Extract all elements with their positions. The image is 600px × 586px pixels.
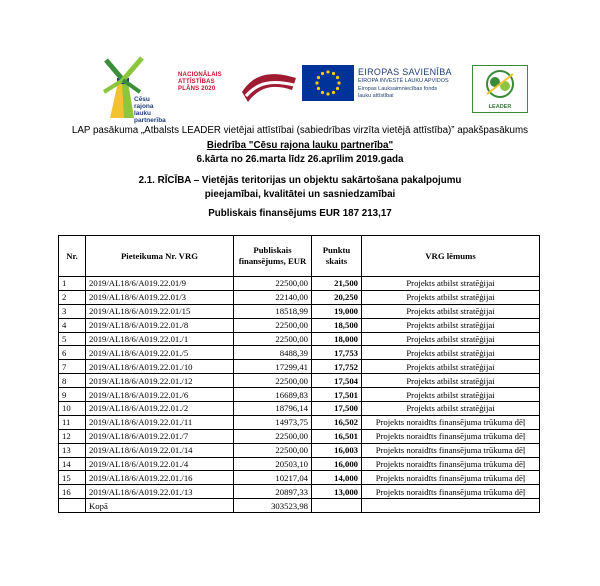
eu-title: EIROPAS SAVIENĪBA [358,67,452,77]
cell-funding: 22500,00 [234,332,312,346]
table-row [59,471,540,485]
cell-points: 19,000 [312,304,362,318]
col-header-points: Punktu skaits [312,236,362,277]
cell-points: 18,000 [312,332,362,346]
cell-points: 13,000 [312,485,362,499]
cell-funding: 10217,04 [234,471,312,485]
cell-points: 16,000 [312,457,362,471]
table-row [59,415,540,429]
cell-points: 20,250 [312,290,362,304]
cell-nr: 5 [59,332,86,346]
cell-funding: 22140,00 [234,290,312,304]
cell-nr: 16 [59,485,86,499]
eu-star-icon [321,91,324,94]
eu-star-icon [336,76,339,79]
eu-star-icon [317,87,320,90]
cell-funding: 22500,00 [234,318,312,332]
cell-decision: Projekts atbilst stratēģijai [362,304,540,318]
cell-nr: 11 [59,415,86,429]
eu-star-icon [321,72,324,75]
cell-nr: 12 [59,429,86,443]
cell-nr: 4 [59,318,86,332]
eu-sub-1: EIROPA INVESTĒ LAUKU APVIDOS [358,78,449,84]
col-header-decision: VRG lēmums [362,236,540,277]
cell-decision: Projekts noraidīts finansējuma trūkuma dēļ [362,485,540,499]
eu-star-icon [337,81,340,84]
eu-sub-2: Eiropas Lauksaimniecības fonds [358,85,438,92]
cell-funding: 22500,00 [234,443,312,457]
col-header-funding: Publiskais finansējums, EUR [234,236,312,277]
action-title-cont: pieejamībai, kvalitātei un sasniedzamībai [204,189,396,200]
cell-points: 17,504 [312,374,362,388]
cell-decision: Projekts atbilst stratēģijai [362,277,540,291]
cell-vrg-number: 2019/AL18/6/A019.22.01/15 [86,304,234,318]
nap2020-logo [178,72,234,104]
cell-empty [362,499,540,513]
eu-flag-icon [302,65,354,101]
table-header-row [59,236,540,277]
table-row [59,388,540,402]
cell-nr: 6 [59,346,86,360]
cell-vrg-number: 2019/AL18/6/A019.22.01./1 [86,332,234,346]
cell-vrg-number: 2019/AL18/6/A019.22.01/9 [86,277,234,291]
cell-points: 16,502 [312,415,362,429]
cell-funding: 22500,00 [234,374,312,388]
eu-star-icon [315,81,318,84]
eu-logo-text [358,67,468,100]
cell-nr: 14 [59,457,86,471]
leader-label: LEADER [488,104,512,110]
cell-vrg-number: 2019/AL18/6/A019.22.01./8 [86,318,234,332]
cell-nr: 8 [59,374,86,388]
cell-vrg-number: 2019/AL18/6/A019.22.01./12 [86,374,234,388]
col-header-nr: Nr. [59,236,86,277]
results-table [58,235,540,513]
cell-vrg-number: 2019/AL18/6/A019.22.01./4 [86,457,234,471]
cell-vrg-number: 2019/AL18/6/A019.22.01./2 [86,402,234,416]
nap-logo-text-2: ATTĪSTĪBAS [178,79,215,85]
table-row [59,332,540,346]
latvia-flag-icon [240,68,298,106]
cell-decision: Projekts atbilst stratēģijai [362,360,540,374]
cesu-partnership-logo [100,52,166,124]
cell-funding: 18518,99 [234,304,312,318]
cell-decision: Projekts noraidīts finansējuma trūkuma dēļ [362,443,540,457]
cell-funding: 22500,00 [234,429,312,443]
eu-star-icon [326,70,329,73]
cell-nr: 9 [59,388,86,402]
cell-points: 16,501 [312,429,362,443]
subtitle-measure: LAP pasākuma „Atbalsts LEADER vietējai attīstībai (sabiedrības virzīta vietējā attīstība)” apakšpasākums [71,125,529,136]
table-row [59,443,540,457]
leader-logo [472,65,528,113]
table-total-row [59,499,540,513]
eu-star-icon [332,72,335,75]
cell-points: 21,500 [312,277,362,291]
cell-vrg-number: 2019/AL18/6/A019.22.01./5 [86,346,234,360]
cell-decision: Projekts atbilst stratēģijai [362,332,540,346]
cell-empty [59,499,86,513]
table-row [59,429,540,443]
cell-funding: 20503,10 [234,457,312,471]
cell-points: 14,000 [312,471,362,485]
table-row [59,277,540,291]
total-label: Kopā [86,499,234,513]
table-row [59,374,540,388]
cell-decision: Projekts atbilst stratēģijai [362,402,540,416]
cell-vrg-number: 2019/AL18/6/A019.22.01./7 [86,429,234,443]
cell-vrg-number: 2019/AL18/6/A019.22.01./11 [86,415,234,429]
cell-funding: 16689,83 [234,388,312,402]
cell-decision: Projekts atbilst stratēģijai [362,374,540,388]
cell-points: 17,501 [312,388,362,402]
cesu-logo-text-2: rajona lauku [134,103,154,117]
cell-decision: Projekts noraidīts finansējuma trūkuma dēļ [362,457,540,471]
nap-logo-text-3: PLĀNS 2020 [178,86,216,92]
cell-vrg-number: 2019/AL18/6/A019.22.01./10 [86,360,234,374]
cell-vrg-number: 2019/AL18/6/A019.22.01./16 [86,471,234,485]
cell-funding: 20897,33 [234,485,312,499]
cell-decision: Projekts atbilst stratēģijai [362,290,540,304]
table-row [59,360,540,374]
cell-nr: 1 [59,277,86,291]
cell-points: 18,500 [312,318,362,332]
leader-star-icon [473,66,527,102]
eu-star-icon [336,87,339,90]
cell-points: 17,500 [312,402,362,416]
eu-sub-3: lauku attīstībai [358,93,394,99]
cell-nr: 7 [59,360,86,374]
cesu-logo-text-3: partnerība [134,117,166,124]
cell-points: 17,753 [312,346,362,360]
cell-funding: 17299,41 [234,360,312,374]
cell-vrg-number: 2019/AL18/6/A019.22.01./14 [86,443,234,457]
cell-decision: Projekts atbilst stratēģijai [362,388,540,402]
public-funding: Publiskais finansējums EUR 187 213,17 [208,208,392,219]
col-header-vrg: Pieteikuma Nr. VRG [86,236,234,277]
eu-star-icon [326,92,329,95]
cell-decision: Projekts atbilst stratēģijai [362,318,540,332]
table-row [59,346,540,360]
cell-nr: 2 [59,290,86,304]
table-row [59,304,540,318]
cell-nr: 10 [59,402,86,416]
nap-logo-text-1: NACIONĀLAIS [178,72,222,78]
cell-vrg-number: 2019/AL18/6/A019.22.01/3 [86,290,234,304]
table-row [59,457,540,471]
cell-nr: 13 [59,443,86,457]
total-funding: 303523,98 [234,499,312,513]
cell-decision: Projekts noraidīts finansējuma trūkuma dēļ [362,429,540,443]
eu-star-icon [332,91,335,94]
table-row [59,318,540,332]
cell-funding: 22500,00 [234,277,312,291]
eu-star-icon [317,76,320,79]
action-title: 2.1. RĪCĪBA – Vietējās teritorijas un objektu sakārtošana pakalpojumu [138,175,462,186]
cell-vrg-number: 2019/AL18/6/A019.22.01./6 [86,388,234,402]
table-row [59,485,540,499]
logo-row [0,52,600,122]
table-row [59,290,540,304]
cell-decision: Projekts noraidīts finansējuma trūkuma dēļ [362,415,540,429]
cell-funding: 8488,39 [234,346,312,360]
cesu-logo-text-1: Cēsu [134,96,150,103]
cell-funding: 18796,14 [234,402,312,416]
cell-decision: Projekts noraidīts finansējuma trūkuma dēļ [362,471,540,485]
cell-decision: Projekts atbilst stratēģijai [362,346,540,360]
cell-vrg-number: 2019/AL18/6/A019.22.01./13 [86,485,234,499]
cell-points: 16,003 [312,443,362,457]
cell-nr: 3 [59,304,86,318]
cell-funding: 14973,75 [234,415,312,429]
cell-points: 17,752 [312,360,362,374]
organization-name: Biedrība "Cēsu rajona lauku partnerība" [206,140,394,151]
round-dates: 6.kārta no 26.marta līdz 26.aprīlim 2019.gada [196,154,404,165]
table-row [59,402,540,416]
cell-empty [312,499,362,513]
cell-nr: 15 [59,471,86,485]
